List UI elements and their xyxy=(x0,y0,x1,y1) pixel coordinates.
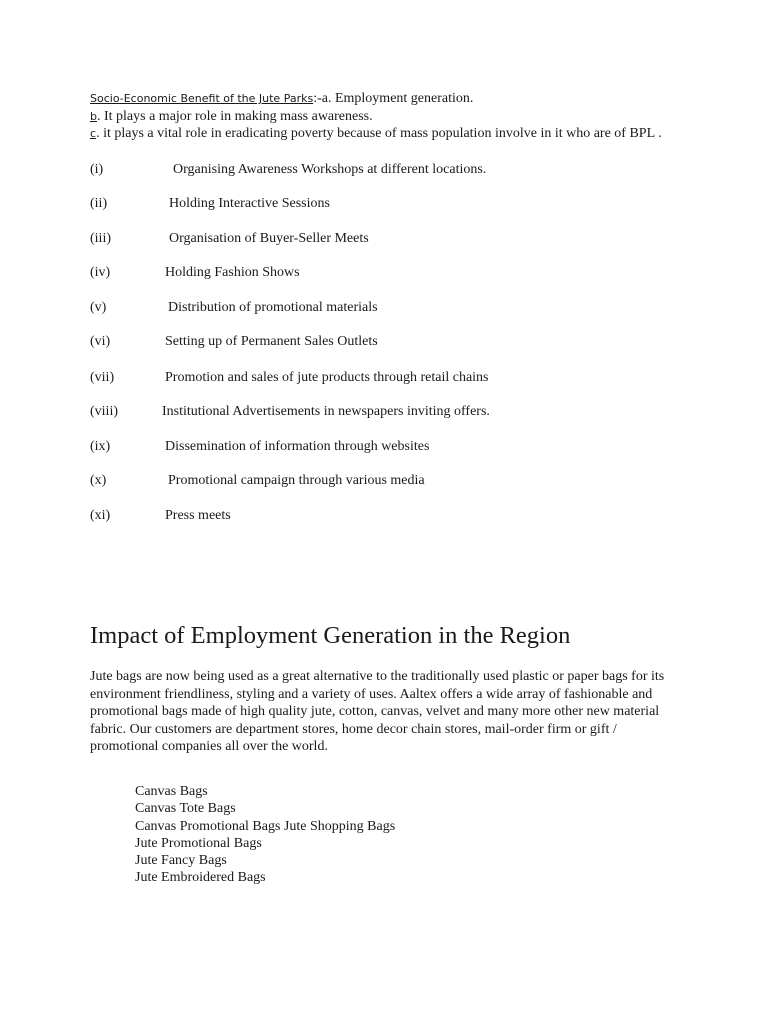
bag-list-item: Jute Fancy Bags xyxy=(135,853,227,869)
intro-heading: Socio-Economic Benefit of the Jute Parks xyxy=(90,92,314,105)
list-item-text: Promotional campaign through various media xyxy=(168,473,425,488)
intro-line-b xyxy=(90,108,690,126)
intro-block xyxy=(90,90,690,143)
list-item-text: Distribution of promotional materials xyxy=(168,300,378,315)
list-item-text: Organisation of Buyer-Seller Meets xyxy=(169,231,369,246)
bag-list-item: Canvas Bags xyxy=(135,784,208,799)
list-item-text: Setting up of Permanent Sales Outlets xyxy=(165,334,378,349)
intro-mark-c: c xyxy=(90,127,97,140)
list-item-number: (xi) xyxy=(90,508,111,523)
bag-list xyxy=(135,783,395,887)
list-item-number: (x) xyxy=(90,473,107,488)
list-item-text: Dissemination of information through websites xyxy=(165,439,430,454)
list-item-number: (v) xyxy=(90,300,107,315)
list-item-text: Promotion and sales of jute products through retail chains xyxy=(165,370,489,385)
list-item-text: Holding Interactive Sessions xyxy=(169,196,330,211)
bag-list-item: Canvas Promotional Bags Jute Shopping Bags xyxy=(135,818,396,834)
section-paragraph: Jute bags are now being used as a great alternative to the traditionally used plastic or paper bags for its environment friendliness, styling and a variety of uses. Aaltex offers a wide array of fashionable and promotional bags made of high quality jute, cotton, canvas, velvet and many more other new material fabric. Our customers are department stores, home decor chain stores, mail-order firm or gift / promotional companies all over the world. xyxy=(90,669,665,754)
bag-list-item: Jute Embroidered Bags xyxy=(135,870,266,886)
list-item-number: (ii) xyxy=(90,196,108,211)
list-item-number: (iv) xyxy=(90,265,111,280)
list-item-text: Institutional Advertisements in newspapers inviting offers. xyxy=(162,404,490,419)
intro-point-c: . it plays a vital role in eradicating poverty because of mass population involve in it who are of BPL . xyxy=(96,126,662,141)
list-item-text: Organising Awareness Workshops at different locations. xyxy=(173,162,487,177)
list-item-number: (vii) xyxy=(90,370,115,385)
list-item-text: Press meets xyxy=(165,508,231,523)
section-title: Impact of Employment Generation in the Region xyxy=(90,622,571,649)
list-item-number: (i) xyxy=(90,162,104,177)
bag-list-item: Canvas Tote Bags xyxy=(135,801,236,817)
bag-list-item: Jute Promotional Bags xyxy=(135,835,262,851)
list-item-text: Holding Fashion Shows xyxy=(165,265,300,280)
intro-point-a: a. Employment generation. xyxy=(321,91,474,106)
intro-point-b: . It plays a major role in making mass awareness. xyxy=(96,108,373,124)
intro-heading-separator: :- xyxy=(313,91,322,106)
list-item-number: (iii) xyxy=(90,231,111,246)
intro-line-c xyxy=(90,125,690,143)
list-item-number: (ix) xyxy=(90,439,111,454)
intro-mark-b: b xyxy=(90,109,97,123)
intro-line-a xyxy=(90,90,690,108)
list-item-number: (vi) xyxy=(90,334,111,349)
list-item-number: (viii) xyxy=(90,404,118,419)
